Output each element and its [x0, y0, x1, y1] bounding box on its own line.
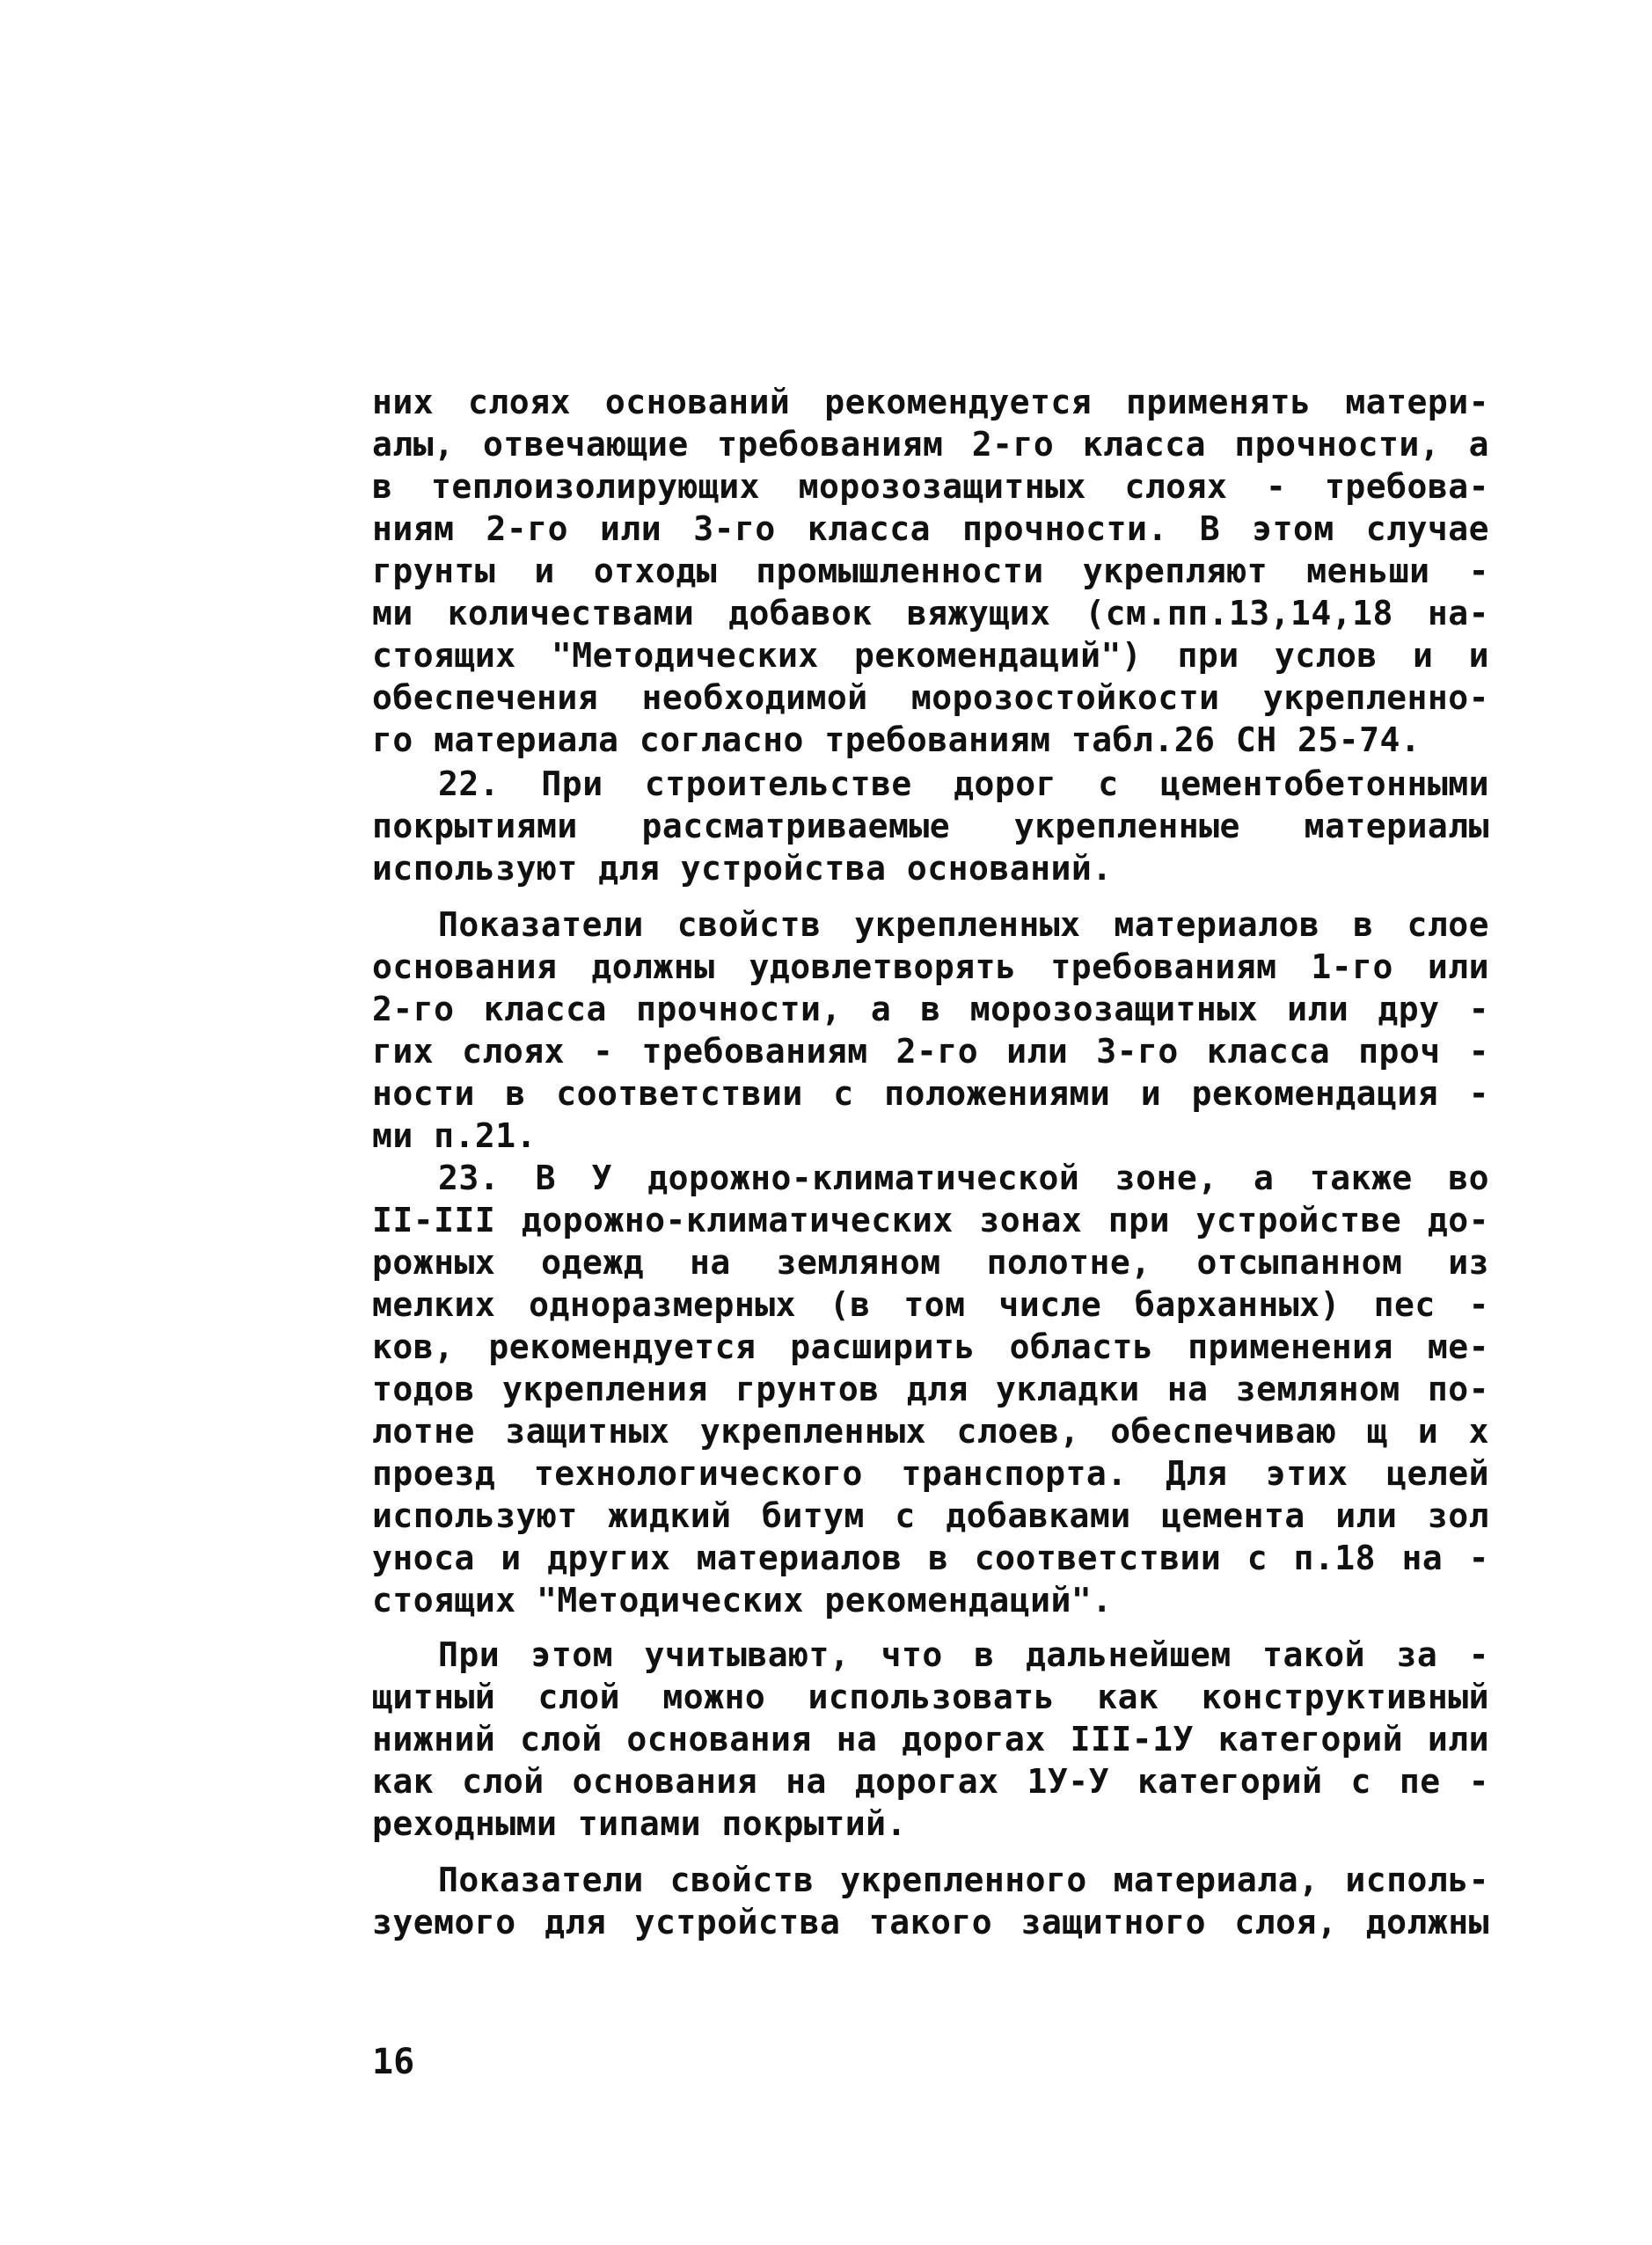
text-line: щитный слой можно использовать как конструктивный	[372, 1678, 1489, 1716]
text-line: гих слоях - требованиям 2-го или 3-го класса проч -	[372, 1032, 1489, 1071]
text-line: грунты и отходы промышленности укрепляют меньши -	[372, 552, 1489, 590]
text-line: рожных одежд на земляном полотне, отсыпанном из	[372, 1243, 1489, 1282]
text-line: ности в соответствии с положениями и рекомендация -	[372, 1074, 1489, 1113]
page-number: 16	[372, 2042, 415, 2082]
paragraph-22-first-line: 22. При строительстве дорог с цементобетонными	[438, 764, 1489, 803]
text-line: используют жидкий битум с добавками цемента или зол	[372, 1496, 1489, 1535]
text-line: нижний слой основания на дорогах III-1У категорий или	[372, 1720, 1489, 1759]
text-line: мелких одноразмерных (в том числе барханных) пес -	[372, 1285, 1489, 1324]
text-line: ниям 2-го или 3-го класса прочности. В этом случае	[372, 509, 1489, 548]
paragraph-23-first-line: 23. В У дорожно-климатической зоне, а также во	[438, 1159, 1489, 1197]
text-line: стоящих "Методических рекомендаций") при услов и и	[372, 636, 1489, 675]
text-line: стоящих "Методических рекомендаций".	[372, 1581, 1113, 1620]
text-line: II-III дорожно-климатических зонах при устройстве до-	[372, 1201, 1489, 1240]
text-line: в теплоизолирующих морозозащитных слоях - требова-	[372, 467, 1489, 506]
text-line: го материала согласно требованиям табл.26 СН 25-74.	[372, 720, 1422, 759]
text-line: алы, отвечающие требованиям 2-го класса прочности, а	[372, 425, 1489, 464]
text-line: зуемого для устройства такого защитного слоя, должны	[372, 1903, 1489, 1942]
text-line: как слой основания на дорогах 1У-У категорий с пе -	[372, 1762, 1489, 1801]
text-line: покрытиями рассматриваемые укрепленные материалы	[372, 807, 1489, 845]
text-line: ми п.21.	[372, 1116, 537, 1155]
text-line: уноса и других материалов в соответствии с п.18 на -	[372, 1539, 1489, 1577]
text-line: реходными типами покрытий.	[372, 1804, 907, 1843]
paragraph-first-line: При этом учитывают, что в дальнейшем такой за -	[438, 1635, 1489, 1674]
text-line: обеспечения необходимой морозостойкости укрепленно-	[372, 678, 1489, 717]
text-line: ков, рекомендуется расширить область применения ме-	[372, 1327, 1489, 1366]
text-line: них слоях оснований рекомендуется применять матери-	[372, 383, 1489, 421]
text-line: тодов укрепления грунтов для укладки на земляном по-	[372, 1370, 1489, 1408]
paragraph-first-line: Показатели свойств укрепленного материала, исполь-	[438, 1861, 1489, 1899]
text-line: используют для устройства оснований.	[372, 849, 1113, 888]
text-line: 2-го класса прочности, а в морозозащитных или дру -	[372, 990, 1489, 1028]
text-line: проезд технологического транспорта. Для этих целей	[372, 1454, 1489, 1493]
paragraph-first-line: Показатели свойств укрепленных материалов в слое	[438, 905, 1489, 944]
text-line: ми количествами добавок вяжущих (см.пп.13,14,18 на-	[372, 594, 1489, 633]
text-line: основания должны удовлетворять требованиям 1-го или	[372, 947, 1489, 986]
text-line: лотне защитных укрепленных слоев, обеспечиваю щ и х	[372, 1412, 1489, 1451]
